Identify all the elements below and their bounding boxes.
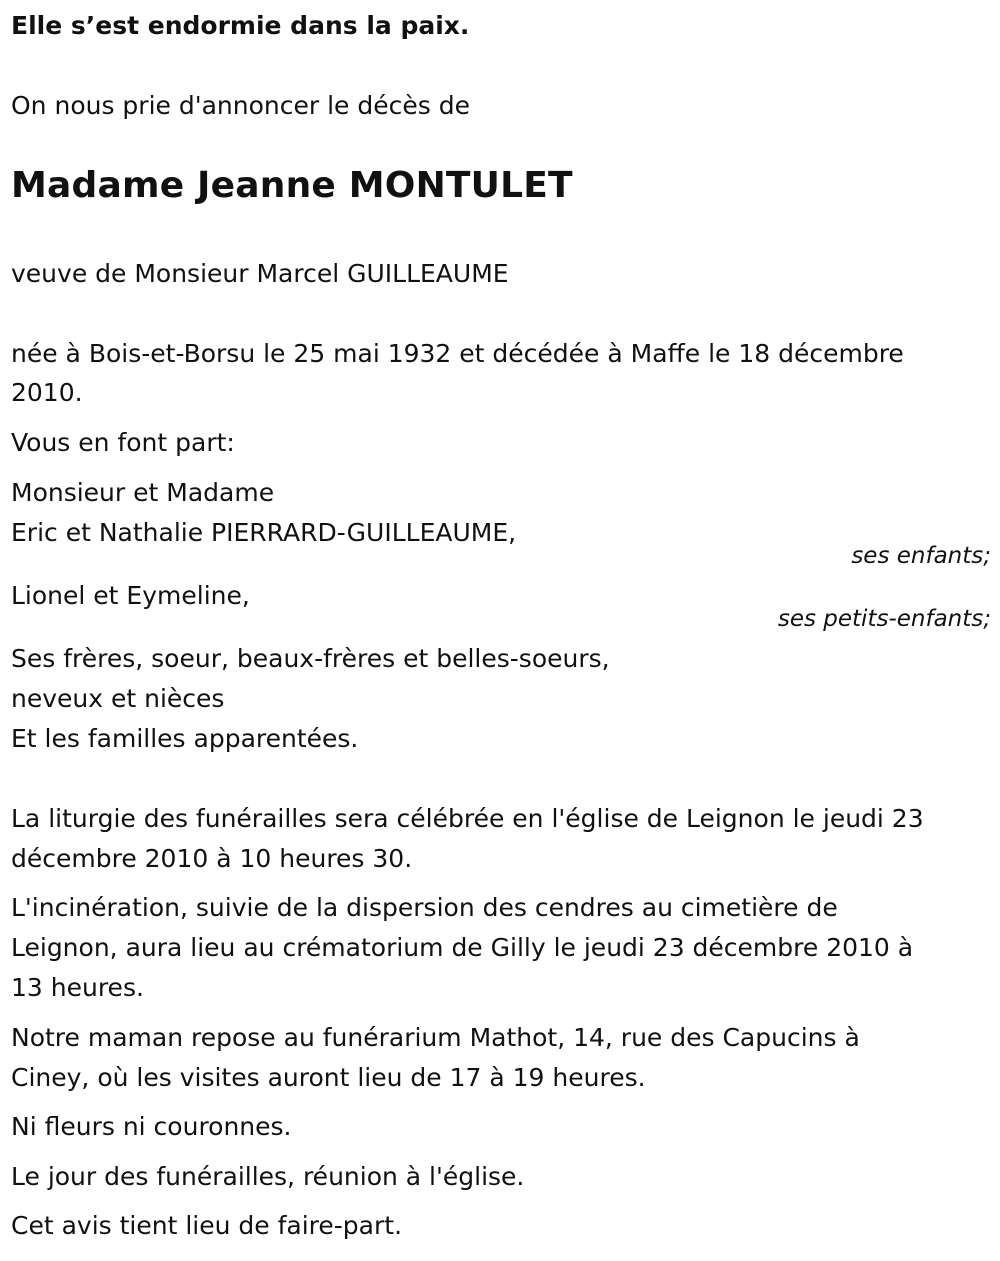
announcers-intro: Vous en font part: [11,428,235,457]
intro-text: On nous prie d'annoncer le décès de [11,91,470,120]
cremation-line-2: Leignon, aura lieu au crématorium de Gilly le jeudi 23 décembre 2010 à [11,933,914,962]
children-line-2: Eric et Nathalie PIERRARD-GUILLEAUME, [11,518,517,547]
birth-death-line-1: née à Bois-et-Borsu le 25 mai 1932 et décédée à Maffe le 18 décembre [11,339,904,368]
relatives-line-1: Ses frères, soeur, beaux-frères et belles-soeurs, [11,644,610,673]
widow-of: veuve de Monsieur Marcel GUILLEAUME [11,259,509,288]
closing-line: Cet avis tient lieu de faire-part. [11,1211,403,1240]
cremation-line-1: L'incinération, suivie de la dispersion des cendres au cimetière de [11,893,838,922]
liturgy-line-1: La liturgie des funérailles sera célébrée en l'église de Leignon le jeudi 23 [11,804,924,833]
repose-line-2: Ciney, où les visites auront lieu de 17 à 19 heures. [11,1063,646,1092]
grandchildren: Lionel et Eymeline, [11,581,250,610]
no-flowers: Ni fleurs ni couronnes. [11,1112,292,1141]
liturgy-line-2: décembre 2010 à 10 heures 30. [11,844,413,873]
heading: Elle s’est endormie dans la paix. [11,11,470,40]
birth-death-line-2: 2010. [11,378,83,407]
deceased-name: Madame Jeanne MONTULET [11,165,573,206]
relatives-line-3: Et les familles apparentées. [11,724,359,753]
relatives-line-2: neveux et nièces [11,684,225,713]
grandchildren-role: ses petits-enfants; [777,606,991,632]
children-line-1: Monsieur et Madame [11,478,275,507]
cremation-line-3: 13 heures. [11,973,144,1002]
repose-line-1: Notre maman repose au funérarium Mathot, 14, rue des Capucins à [11,1023,860,1052]
meeting-info: Le jour des funérailles, réunion à l'église. [11,1162,525,1191]
children-role: ses enfants; [851,543,991,569]
